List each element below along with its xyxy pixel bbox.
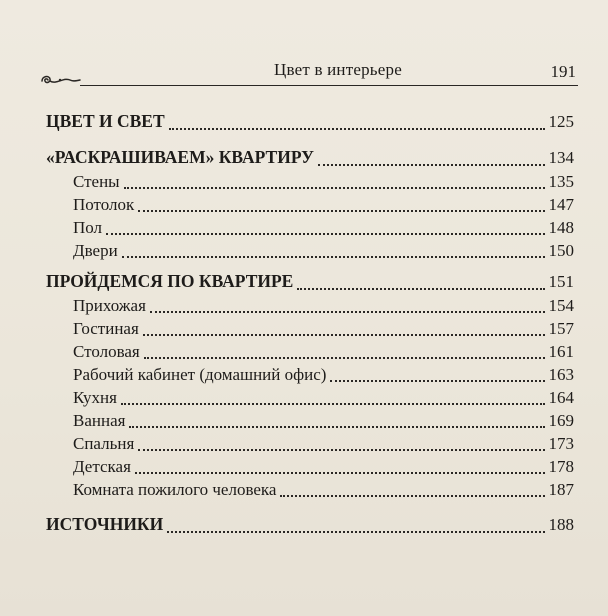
toc-subentry[interactable] [46,216,574,239]
toc-page-number: 163 [548,365,574,384]
dot-leader [129,426,544,428]
toc-page-number: 154 [548,296,574,315]
dot-leader [150,311,545,313]
dot-leader [280,495,544,497]
dot-leader [297,288,544,290]
dot-leader [124,187,545,189]
toc-subentry[interactable] [46,363,574,386]
toc-subentry-label: Ванная [73,411,126,430]
dot-leader [169,128,545,130]
page-number: 191 [550,62,576,81]
toc-page-number: 178 [548,457,574,476]
toc-subentry[interactable] [46,239,574,262]
toc-page-number: 169 [548,411,574,430]
toc-subentry-label: Кухня [73,388,117,407]
dot-leader [106,233,544,235]
toc-page-number: 134 [548,148,574,167]
toc-subentry-label: Прихожая [73,296,146,315]
toc-section-title: ПРОЙДЕМСЯ ПО КВАРТИРЕ [46,271,294,291]
toc-page-number: 164 [548,388,574,407]
toc-page-number: 147 [548,195,574,214]
toc-subentry-label: Гостиная [73,319,139,338]
toc-subentry[interactable] [46,409,574,432]
toc-subentry[interactable] [46,294,574,317]
toc-page-number: 135 [548,172,574,191]
toc-section-title: «РАСКРАШИВАЕМ» КВАРТИРУ [46,147,314,167]
toc-page-number: 187 [548,480,574,499]
dot-leader [318,164,545,166]
toc-subentry[interactable] [46,455,574,478]
toc-page-number: 157 [548,319,574,338]
toc-page-number: 151 [548,272,574,291]
toc-page-number: 148 [548,218,574,237]
running-head-title: Цвет в интерьере [274,60,402,79]
toc-subentry-label: Потолок [73,195,135,214]
toc-section-title: ИСТОЧНИКИ [46,514,164,534]
dot-leader [330,380,544,382]
toc-subentry-label: Рабочий кабинет (домашний офис) [73,365,327,384]
table-of-contents [46,108,574,537]
toc-subentry[interactable] [46,432,574,455]
toc-subentry[interactable] [46,317,574,340]
toc-section-entry[interactable] [46,268,574,294]
dot-leader [167,531,544,533]
toc-section-entry[interactable] [46,108,574,134]
dot-leader [135,472,545,474]
toc-page-number: 125 [548,112,574,131]
dot-leader [144,357,545,359]
toc-section-title: ЦВЕТ И СВЕТ [46,111,165,131]
toc-subentry-label: Комната пожилого человека [73,480,277,499]
dot-leader [122,256,545,258]
dot-leader [143,334,545,336]
dot-leader [121,403,545,405]
toc-subentry-label: Детская [73,457,131,476]
toc-subentry[interactable] [46,386,574,409]
toc-section-entry[interactable] [46,144,574,170]
toc-page-number: 173 [548,434,574,453]
toc-subentry[interactable] [46,340,574,363]
toc-subentry-label: Столовая [73,342,140,361]
running-head [38,58,578,92]
header-rule [80,85,578,86]
toc-section-entry[interactable] [46,511,574,537]
dot-leader [138,210,544,212]
toc-subentry[interactable] [46,170,574,193]
toc-subentry-label: Стены [73,172,120,191]
scroll-ornament-icon [38,72,82,88]
toc-page-number: 150 [548,241,574,260]
dot-leader [138,449,544,451]
toc-page-number: 188 [548,515,574,534]
toc-subentry[interactable] [46,478,574,501]
toc-page-number: 161 [548,342,574,361]
toc-subentry[interactable] [46,193,574,216]
toc-subentry-label: Пол [73,218,103,237]
toc-subentry-label: Спальня [73,434,135,453]
toc-subentry-label: Двери [73,241,118,260]
